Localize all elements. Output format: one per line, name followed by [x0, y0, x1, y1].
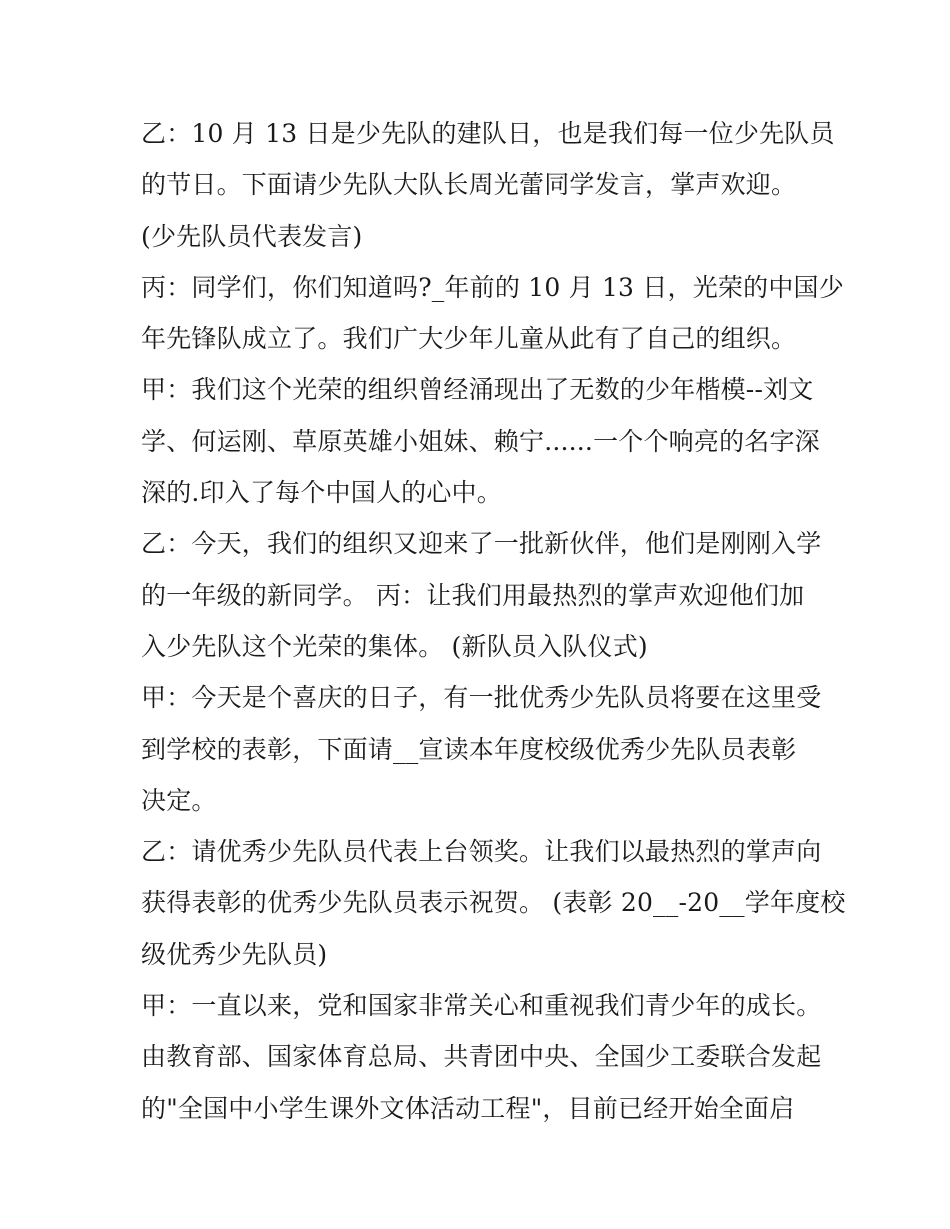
text-line: 乙：今天，我们的组织又迎来了一批新伙伴，他们是刚刚入学 — [141, 529, 822, 559]
text-line: 年先锋队成立了。我们广大少年儿童从此有了自己的组织。 — [141, 324, 797, 354]
text-line: (少先队员代表发言) — [141, 221, 363, 251]
text-line: 甲：一直以来，党和国家非常关心和重视我们青少年的成长。 — [141, 991, 822, 1021]
text-line: 乙：10 月 13 日是少先队的建队日，也是我们每一位少先队员 — [141, 119, 835, 148]
document-body — [141, 108, 846, 1134]
text-line: 甲：我们这个光荣的组织曾经涌现出了无数的少年楷模--刘文 — [141, 375, 814, 405]
text-line: 决定。 — [141, 785, 217, 815]
text-line: 到学校的表彰，下面请__宣读本年度校级优秀少先队员表彰 — [141, 734, 797, 764]
text-line: 获得表彰的优秀少先队员表示祝贺。 (表彰 20__-20__学年度校 — [141, 888, 846, 918]
text-line: 级优秀少先队员) — [141, 939, 328, 969]
text-line: 由教育部、国家体育总局、共青团中央、全国少工委联合发起 — [141, 1042, 822, 1072]
text-line: 的"全国中小学生课外文体活动工程"，目前已经开始全面启 — [141, 1093, 795, 1123]
text-line: 甲：今天是个喜庆的日子，有一批优秀少先队员将要在这里受 — [141, 683, 822, 713]
text-line: 乙：请优秀少先队员代表上台领奖。让我们以最热烈的掌声向 — [141, 837, 822, 867]
text-line: 学、何运刚、草原英雄小姐妹、赖宁......一个个响亮的名字深 — [141, 426, 820, 456]
text-line: 的节日。下面请少先队大队长周光蕾同学发言，掌声欢迎。 — [141, 170, 797, 200]
text-line: 的一年级的新同学。 丙：让我们用最热烈的掌声欢迎他们加 — [141, 580, 805, 610]
text-line: 入少先队这个光荣的集体。 (新队员入队仪式) — [141, 631, 648, 661]
text-line: 丙：同学们，你们知道吗?_年前的 10 月 13 日，光荣的中国少 — [141, 272, 844, 302]
text-line: 深的.印入了每个中国人的心中。 — [141, 478, 502, 508]
